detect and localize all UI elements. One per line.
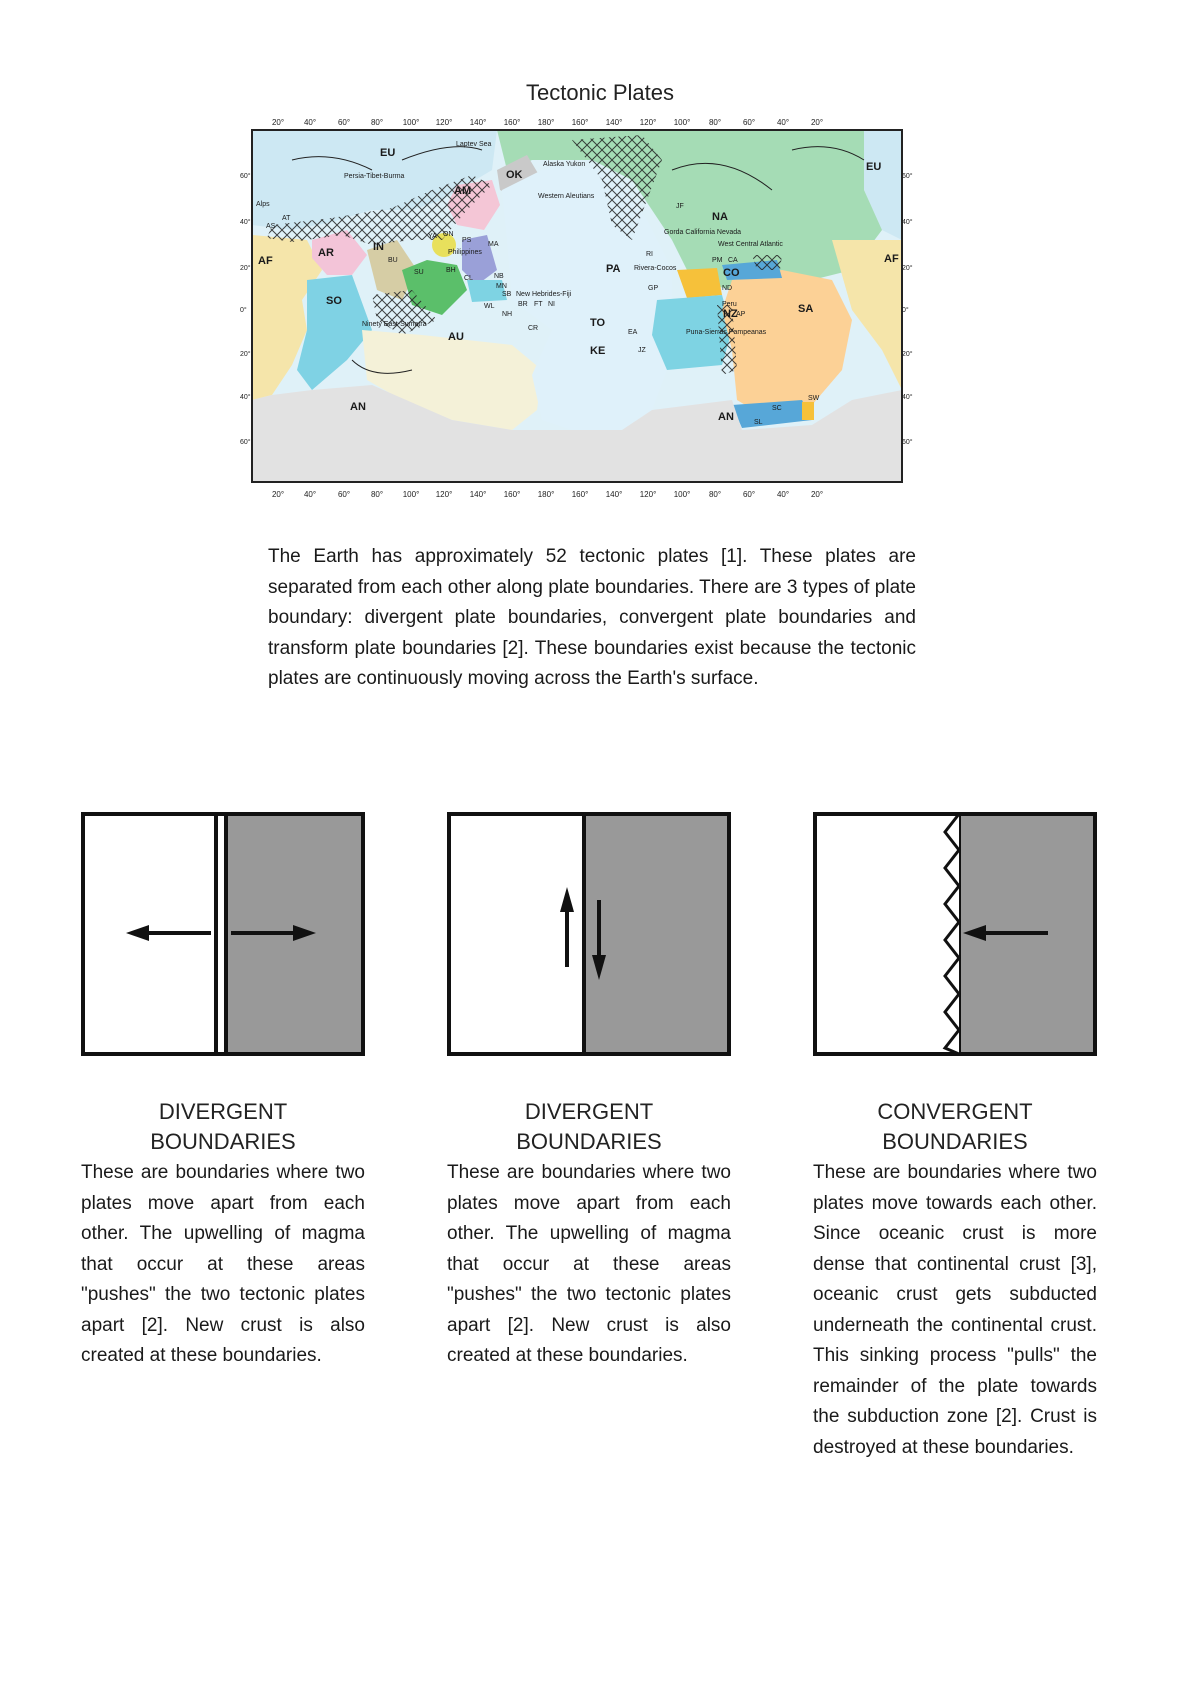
map-bottom-tick: 180° (537, 490, 555, 499)
map-bottom-tick: 40° (303, 490, 317, 499)
map-bottom-tick: 160° (503, 490, 521, 499)
column-title-line: CONVERGENT (877, 1099, 1033, 1124)
label-rivera-cocos: Rivera-Cocos (634, 265, 677, 272)
label-kermadec: KE (590, 345, 606, 357)
label-shetland: SL (754, 419, 763, 426)
map-lat-tick: 40° (902, 394, 913, 401)
column-3-title (813, 1097, 1097, 1157)
label-alaska: Alaska Yukon (543, 161, 586, 168)
label-manus: MN (496, 283, 507, 290)
label-africa-right: AF (884, 253, 899, 265)
label-philippine: PS (462, 237, 472, 244)
label-australia: AU (448, 331, 464, 343)
map-lat-tick: 0° (902, 307, 909, 314)
label-ninety-east: Ninety East-Sumatra (362, 321, 427, 328)
map-bottom-tick: 140° (469, 490, 487, 499)
label-mariana: MA (488, 241, 499, 248)
column-2-title (447, 1097, 731, 1157)
map-top-tick: 120° (435, 118, 453, 127)
label-cocos: CO (723, 267, 740, 279)
map-top-tick: 40° (776, 118, 790, 127)
map-bottom-tick: 40° (776, 490, 790, 499)
label-caroline: CL (464, 275, 473, 282)
divergent-diagram (81, 812, 365, 1056)
label-panama: PM (712, 257, 723, 264)
label-north-america: NA (712, 211, 728, 223)
label-banda: BH (446, 267, 456, 274)
label-balmoral: BR (518, 301, 528, 308)
map-bottom-tick: 80° (708, 490, 722, 499)
label-persia: Persia-Tibet-Burma (344, 173, 405, 180)
label-okinawa: ON (443, 231, 454, 238)
label-alps: Alps (256, 201, 270, 208)
label-yangtze: YA (428, 233, 437, 240)
map-bottom-tick: 80° (370, 490, 384, 499)
label-nazca: NZ (723, 308, 738, 320)
label-peru: Peru (722, 301, 737, 308)
label-rivera: RI (646, 251, 653, 258)
label-caribbean: CA (728, 257, 738, 264)
map-top-tick: 100° (402, 118, 420, 127)
column-title-line: BOUNDARIES (150, 1129, 296, 1154)
label-north-bismarck: NB (494, 273, 504, 280)
column-title-line: DIVERGENT (524, 1099, 654, 1124)
label-south-bismarck: SB (502, 291, 512, 298)
map-lat-tick: 40° (240, 394, 251, 401)
map-top-tick: 120° (639, 118, 657, 127)
column-1-text: These are boundaries where two plates move apart from each other. The upwelling of magma that occur at these areas "pushes" the two tectonic plates apart [2]. New crust is also created at these boundaries. (81, 1162, 365, 1366)
label-africa-left: AF (258, 255, 273, 267)
label-okhotsk: OK (506, 169, 523, 181)
map-lat-tick: 20° (240, 351, 251, 358)
map-top-tick: 140° (469, 118, 487, 127)
map-bottom-tick: 20° (810, 490, 824, 499)
map-top-tick: 80° (708, 118, 722, 127)
map-bottom-tick: 100° (402, 490, 420, 499)
label-woodlark: WL (484, 303, 495, 310)
label-gorda: Gorda California Nevada (664, 229, 742, 236)
map-bottom-tick: 20° (271, 490, 285, 499)
map-lat-tick: 20° (902, 265, 913, 272)
map-bottom-tick: 60° (742, 490, 756, 499)
label-somalia: SO (326, 295, 342, 307)
label-amur: AM (454, 185, 472, 197)
convergent-diagram (813, 812, 1097, 1056)
label-west-central-atlantic: West Central Atlantic (718, 241, 783, 248)
label-puna: Puna-Sierras Pampeanas (686, 329, 767, 336)
label-juan-fernandez: JZ (638, 347, 646, 354)
label-pacific: PA (606, 263, 621, 275)
map-bottom-tick: 60° (337, 490, 351, 499)
map-top-tick: 20° (810, 118, 824, 127)
label-anatolia: AT (282, 215, 291, 222)
label-aleutians: Western Aleutians (538, 193, 595, 200)
map-top-tick: 100° (673, 118, 691, 127)
label-altiplano: AP (736, 311, 746, 318)
column-3-text: These are boundaries where two plates move towards each other. Since oceanic crust is more dense that continental crust [3], oceanic crust gets subducted underneath the continental crust. This sinking process "pulls" the remainder of the plate towards the subduction zone [2]. Crust is destroyed at these boundaries. (813, 1162, 1097, 1458)
label-arabia: AR (318, 247, 334, 259)
map-lat-tick: 20° (240, 265, 251, 272)
label-tonga: TO (590, 317, 606, 329)
label-sunda: SU (414, 269, 424, 276)
label-india: IN (373, 241, 384, 253)
label-sandwich: SW (808, 395, 820, 402)
map-bottom-tick: 100° (673, 490, 691, 499)
column-title-line: BOUNDARIES (882, 1129, 1028, 1154)
map-top-tick: 160° (571, 118, 589, 127)
map-bottom-tick: 120° (639, 490, 657, 499)
map-top-tick: 40° (303, 118, 317, 127)
map-top-tick: 80° (370, 118, 384, 127)
map-lat-tick: 40° (902, 219, 913, 226)
column-1-title (81, 1097, 365, 1157)
tectonic-plates-map (238, 116, 916, 500)
label-north-andes: ND (722, 285, 733, 292)
column-title-line: DIVERGENT (158, 1099, 288, 1124)
label-new-hebrides: NH (502, 311, 513, 318)
label-scotia: SC (772, 405, 782, 412)
map-top-tick: 20° (271, 118, 285, 127)
label-niuafou: NI (548, 301, 555, 308)
map-top-tick: 160° (503, 118, 521, 127)
map-top-tick: 180° (537, 118, 555, 127)
map-lat-tick: 60° (240, 173, 251, 180)
label-conway: CR (528, 325, 539, 332)
map-lat-tick: 0° (240, 307, 247, 314)
label-easter: EA (628, 329, 638, 336)
column-title-line: BOUNDARIES (516, 1129, 662, 1154)
label-galapagos: GP (648, 285, 659, 292)
label-south-america: SA (798, 303, 814, 315)
label-futuna: FT (534, 301, 543, 308)
label-antarctica-left: AN (350, 401, 366, 413)
map-lat-tick: 40° (240, 219, 251, 226)
label-laptev: Laptev Sea (456, 141, 492, 148)
label-philippine-name: Philippines (448, 249, 482, 256)
map-lat-tick: 60° (902, 173, 913, 180)
transform-diagram (447, 812, 731, 1056)
label-aegean: AS (266, 223, 276, 230)
map-top-tick: 140° (605, 118, 623, 127)
map-top-tick: 60° (337, 118, 351, 127)
map-bottom-tick: 120° (435, 490, 453, 499)
label-new-hebrides-fiji: New Hebrides-Fiji (516, 291, 572, 298)
column-2-text: These are boundaries where two plates move apart from each other. The upwelling of magma that occur at these areas "pushes" the two tectonic plates apart [2]. New crust is also created at these boundaries. (447, 1162, 731, 1366)
map-lat-tick: 60° (240, 439, 251, 446)
map-title: Tectonic Plates (526, 80, 674, 105)
map-lat-tick: 20° (902, 351, 913, 358)
label-juan-fuca: JF (676, 203, 684, 210)
intro-paragraph: The Earth has approximately 52 tectonic plates [1]. These plates are separated from each other along plate boundaries. There are 3 types of plate boundary: divergent plate boundaries, convergent plate boundaries and transform plate boundaries [2]. These boundaries exist because the tectonic plates are continuously moving across the Earth's surface. (268, 546, 916, 689)
label-eu-left: EU (380, 147, 396, 159)
label-antarctica-right: AN (718, 411, 734, 423)
map-bottom-tick: 160° (571, 490, 589, 499)
map-lat-tick: 60° (902, 439, 913, 446)
label-eu-right: EU (866, 161, 882, 173)
map-top-tick: 60° (742, 118, 756, 127)
label-burma: BU (388, 257, 398, 264)
map-bottom-tick: 140° (605, 490, 623, 499)
